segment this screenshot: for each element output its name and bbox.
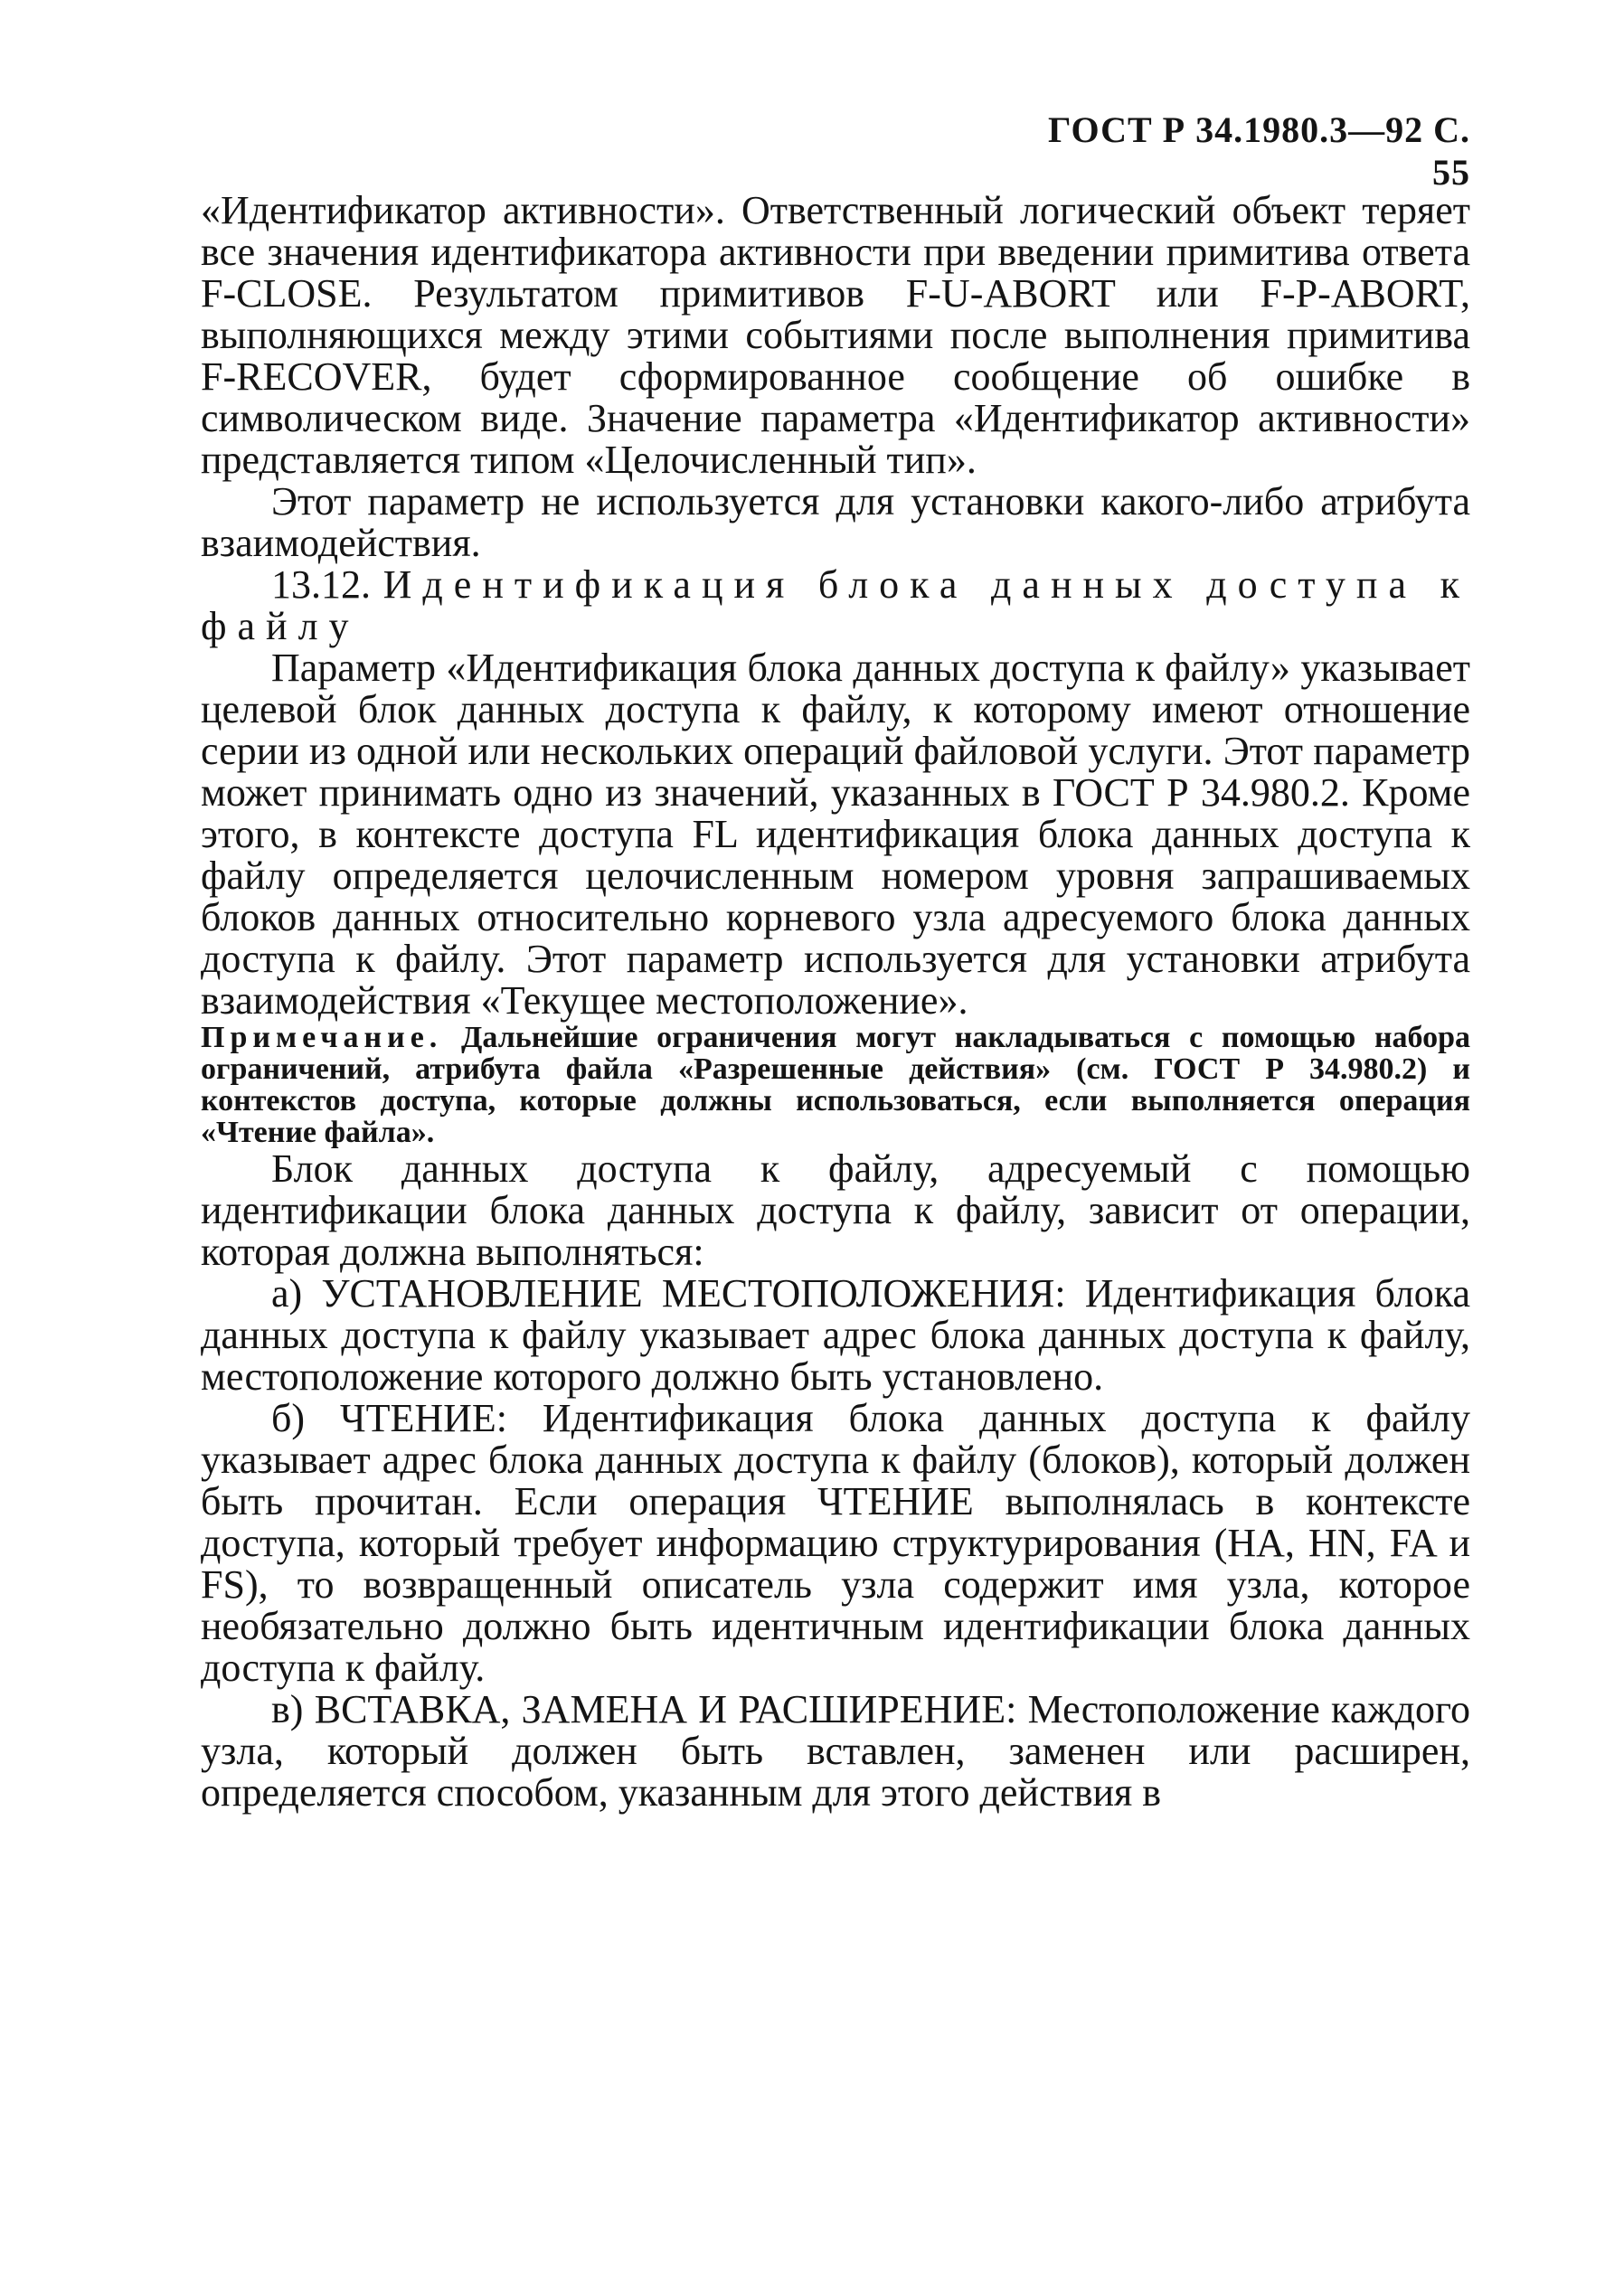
section-heading — [201, 564, 1470, 647]
note-text: Дальнейшие ограничения могут накладываться с помощью набора ограничений, атрибута файла «Разрешенные действия» (см. ГОСТ Р 34.980.2) и контекстов доступа, которые должны использоваться, если выполняется операция «Чтение файла». — [201, 1021, 1471, 1149]
note-label: Примечание. — [201, 1021, 443, 1054]
list-item-insert-replace-extend: в) ВСТАВКА, ЗАМЕНА И РАСШИРЕНИЕ: Местоположение каждого узла, который должен быть вставлен, заменен или расширен, определяется способом, указанным для этого действия в — [201, 1687, 1470, 1815]
list-item-locate: а) УСТАНОВЛЕНИЕ МЕСТОПОЛОЖЕНИЯ: Идентификация блока данных доступа к файлу указывает адрес блока данных доступа к файлу, местоположение которого должно быть установлено. — [201, 1271, 1470, 1399]
note — [201, 1022, 1470, 1148]
main-text — [201, 190, 1470, 1814]
paragraph-not-used: Этот параметр не используется для установки какого-либо атрибута взаимодействия. — [201, 479, 1470, 565]
running-header: ГОСТ Р 34.1980.3—92 С. 55 — [1048, 109, 1470, 193]
section-number: 13.12. — [271, 562, 371, 607]
list-item-read: б) ЧТЕНИЕ: Идентификация блока данных доступа к файлу указывает адрес блока данных доступа к файлу (блоков), который должен быть прочитан. Если операция ЧТЕНИЕ выполнялась в контексте доступа, который требует информацию структурирования (HA, HN, FA и FS), то возвращенный описатель узла содержит имя узла, которое необязательно должно быть идентичным идентификации блока данных доступа к файлу. — [201, 1396, 1470, 1690]
paragraph-activity-identifier: «Идентификатор активности». Ответственный логический объект теряет все значения идентификатора активности при введении примитива ответа F-CLOSE. Результатом примитивов F-U-ABORT или F-P-ABORT, выполняющихся между этими событиями после выполнения примитива F-RECOVER, будет сформированное сообщение об ошибке в символическом виде. Значение параметра «Идентификатор активности» представляется типом «Целочисленный тип». — [201, 188, 1470, 482]
paragraph-file-access-data-unit: Параметр «Идентификация блока данных доступа к файлу» указывает целевой блок данных доступа к файлу, к которому имеют отношение серии из одной или нескольких операций файловой услуги. Этот параметр может принимать одно из значений, указанных в ГОСТ Р 34.980.2. Кроме этого, в контексте доступа FL идентификация блока данных доступа к файлу определяется целочисленным номером уровня запрашиваемых блоков данных относительно корневого узла адресуемого блока данных доступа к файлу. Этот параметр используется для установки атрибута взаимодействия «Текущее местоположение». — [201, 646, 1470, 1023]
section-title: Идентификация блока данных доступа к файлу — [201, 562, 1470, 648]
paragraph-depends-on-operation: Блок данных доступа к файлу, адресуемый с помощью идентификации блока данных доступа к файлу, зависит от операции, которая должна выполняться: — [201, 1146, 1470, 1274]
